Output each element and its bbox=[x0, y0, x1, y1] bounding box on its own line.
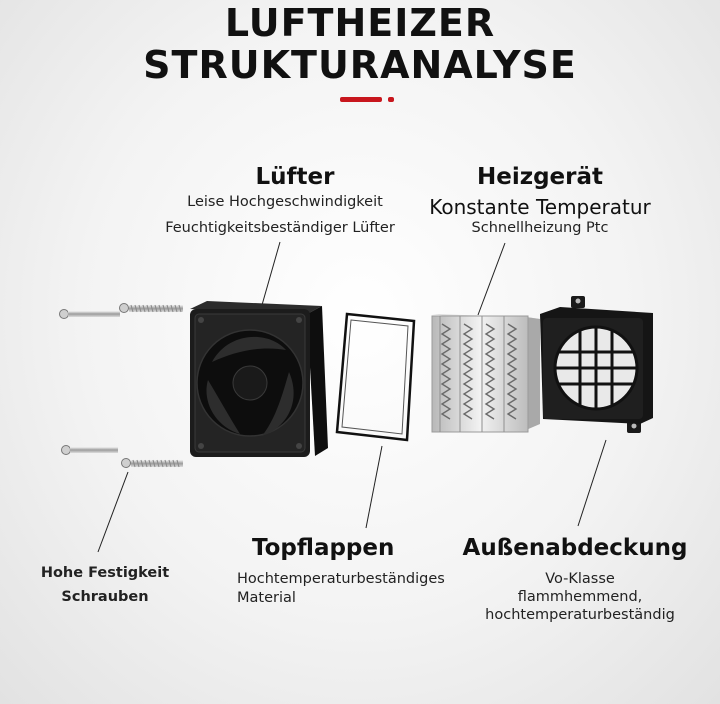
fan-desc-line-2: Feuchtigkeitsbeständiger Lüfter bbox=[165, 220, 395, 236]
fan-desc-line-1: Leise Hochgeschwindigkeit bbox=[187, 194, 383, 210]
gasket-frame bbox=[337, 314, 414, 440]
fan-unit bbox=[190, 301, 328, 457]
outer-cover bbox=[540, 296, 653, 433]
gasket-desc-line-1: Hochtemperaturbeständiges bbox=[237, 571, 445, 587]
screws-callout-line bbox=[98, 472, 128, 552]
fan-callout-line bbox=[262, 242, 280, 305]
cover-title: Außenabdeckung bbox=[462, 535, 688, 561]
heater-desc-line-2: Schnellheizung Ptc bbox=[471, 220, 609, 236]
heater-callout-line bbox=[478, 243, 505, 315]
cover-desc-line-2: flammhemmend, bbox=[517, 589, 643, 605]
gasket-title: Topflappen bbox=[252, 535, 395, 561]
screw-bottom-left bbox=[62, 446, 119, 455]
screw-top-left bbox=[60, 310, 121, 319]
screw-top-right bbox=[120, 304, 184, 313]
heater-title: Heizgerät bbox=[476, 164, 604, 190]
title-line-1: LUFTHEIZER bbox=[224, 1, 496, 45]
fan-title: Lüfter bbox=[255, 164, 335, 190]
cover-desc-line-1: Vo-Klasse bbox=[545, 571, 615, 587]
screw-bottom-right bbox=[122, 459, 184, 468]
cover-desc-line-3: hochtemperaturbeständig bbox=[485, 607, 675, 623]
ptc-heater bbox=[432, 314, 540, 432]
gasket-callout-line bbox=[366, 446, 382, 528]
screws-desc-line-2: Schrauben bbox=[61, 589, 149, 605]
screws-desc-line-1: Hohe Festigkeit bbox=[40, 565, 170, 581]
cover-callout-line bbox=[578, 440, 606, 526]
heater-desc-line-1: Konstante Temperatur bbox=[429, 195, 651, 219]
gasket-desc-line-2: Material bbox=[237, 590, 296, 606]
title-line-2: STRUKTURANALYSE bbox=[143, 43, 577, 87]
